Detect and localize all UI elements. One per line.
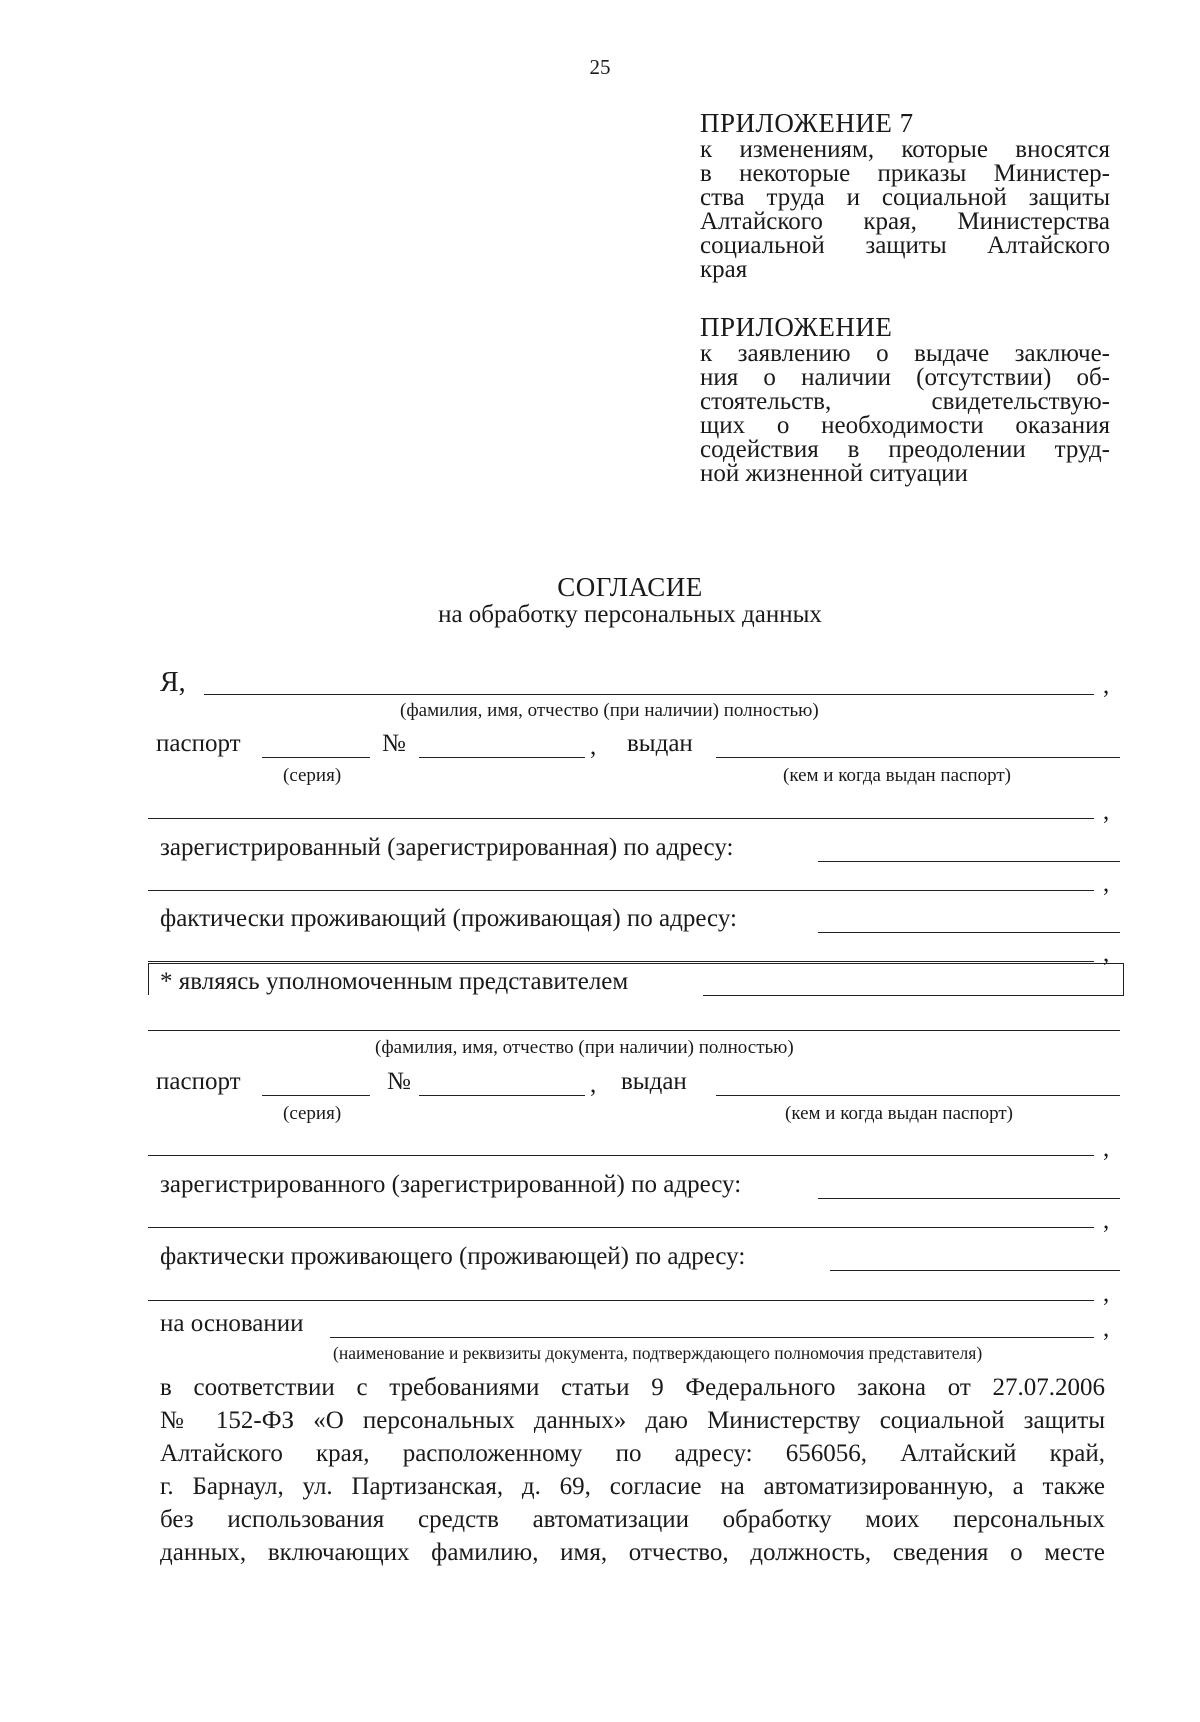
body-line: г. Барнаул, ул. Партизанская, д. 69, согласие на автоматизированную, а также <box>160 1473 1105 1500</box>
appendix-7-line: к изменениям, которые вносятся <box>700 136 1110 163</box>
appendix-title: ПРИЛОЖЕНИЕ <box>700 312 893 342</box>
representative-field[interactable] <box>703 995 1123 996</box>
rep-actual-address-label: фактически проживающего (проживающей) по адресу: <box>160 1243 746 1270</box>
actual-address-label: фактически проживающий (проживающая) по адресу: <box>160 905 737 932</box>
comma: , <box>590 733 597 760</box>
rep-passport-label: паспорт <box>156 1068 241 1095</box>
rep-registered-address-field[interactable] <box>818 1198 1120 1199</box>
document-title: СОГЛАСИЕ <box>557 572 703 602</box>
basis-field[interactable] <box>330 1337 1094 1338</box>
registered-label: зарегистрированный (зарегистрированная) по адресу: <box>160 834 734 861</box>
representative-label: * являясь уполномоченным представителем <box>160 968 629 995</box>
body-line: № 152-ФЗ «О персональных данных» даю Министерству социальной защиты <box>160 1407 1105 1434</box>
rep-issued-caption: (кем и когда выдан паспорт) <box>785 1103 1014 1124</box>
passport-number-field[interactable] <box>419 757 585 758</box>
rep-number-sign: № <box>387 1068 411 1095</box>
appendix-line: к заявлению о выдаче заключе- <box>700 340 1110 367</box>
rep-actual-address-field[interactable] <box>830 1270 1120 1271</box>
comma: , <box>1103 1280 1110 1307</box>
fio-caption: (фамилия, имя, отчество (при наличии) полностью) <box>400 700 819 721</box>
body-line: данных, включающих фамилию, имя, отчество, должность, сведения о месте <box>160 1539 1105 1566</box>
basis-label: на основании <box>160 1310 304 1337</box>
comma: , <box>1103 940 1110 967</box>
consent-body <box>160 1371 1105 1569</box>
appendix-7-line: края <box>700 256 748 283</box>
registered-address-continuation-field[interactable] <box>148 890 1094 891</box>
comma: , <box>590 1071 597 1098</box>
comma: , <box>1103 1135 1110 1162</box>
comma: , <box>1103 1315 1110 1342</box>
rep-passport-issued-continuation-field[interactable] <box>148 1155 1094 1156</box>
registered-address-field[interactable] <box>818 861 1120 862</box>
appendix-7-title: ПРИЛОЖЕНИЕ 7 <box>700 108 914 138</box>
representative-box-left-edge <box>148 963 149 995</box>
appendix-7-block <box>700 108 1110 282</box>
actual-address-field[interactable] <box>818 932 1120 933</box>
appendix-7-line: социальной защиты Алтайского <box>700 232 1110 259</box>
passport-issued-continuation-field[interactable] <box>148 818 1094 819</box>
rep-passport-issued-field[interactable] <box>716 1095 1120 1096</box>
appendix-line: ной жизненной ситуации <box>700 460 968 487</box>
issued-label: выдан <box>627 730 693 757</box>
rep-passport-series-field[interactable] <box>262 1095 370 1096</box>
rep-passport-number-field[interactable] <box>419 1095 585 1096</box>
rep-actual-address-continuation-field[interactable] <box>148 1300 1094 1301</box>
appendix-7-line: в некоторые приказы Министер- <box>700 160 1110 187</box>
appendix-line: содействия в преодолении труд- <box>700 436 1110 463</box>
number-sign: № <box>382 730 406 757</box>
appendix-line: ния о наличии (отсутствии) об- <box>700 364 1110 391</box>
fio-field[interactable] <box>204 694 1094 695</box>
document-subtitle: на обработку персональных данных <box>438 601 822 628</box>
passport-label: паспорт <box>156 730 241 757</box>
comma: , <box>1103 672 1110 699</box>
basis-caption: (наименование и реквизиты документа, подтверждающего полномочия представителя) <box>333 1343 983 1363</box>
rep-issued-label: выдан <box>621 1068 687 1095</box>
i-label: Я, <box>160 667 186 698</box>
appendix-7-line: ства труда и социальной защиты <box>700 184 1110 211</box>
appendix-7-line: Алтайского края, Министерства <box>700 208 1110 235</box>
appendix-line: щих о необходимости оказания <box>700 412 1110 439</box>
representative-fio-field[interactable] <box>148 1030 1120 1031</box>
rep-registered-label: зарегистрированного (зарегистрированной) по адресу: <box>160 1171 742 1198</box>
issued-caption: (кем и когда выдан паспорт) <box>783 765 1012 786</box>
series-caption: (серия) <box>283 765 342 786</box>
passport-series-field[interactable] <box>262 757 370 758</box>
rep-series-caption: (серия) <box>283 1103 342 1124</box>
appendix-block <box>700 312 1110 486</box>
rep-registered-address-continuation-field[interactable] <box>148 1227 1094 1228</box>
appendix-line: стоятельств, свидетельствую- <box>700 388 1110 415</box>
comma: , <box>1103 870 1110 897</box>
representative-fio-caption: (фамилия, имя, отчество (при наличии) полностью) <box>375 1037 794 1058</box>
body-line: Алтайского края, расположенному по адресу: 656056, Алтайский край, <box>160 1440 1105 1467</box>
actual-address-continuation-field[interactable] <box>148 961 1094 962</box>
body-line: в соответствии с требованиями статьи 9 Федерального закона от 27.07.2006 <box>160 1374 1105 1401</box>
comma: , <box>1103 798 1110 825</box>
page-number: 25 <box>589 55 611 79</box>
passport-issued-field[interactable] <box>716 757 1120 758</box>
comma: , <box>1103 1207 1110 1234</box>
body-line: без использования средств автоматизации обработку моих персональных <box>160 1506 1105 1533</box>
